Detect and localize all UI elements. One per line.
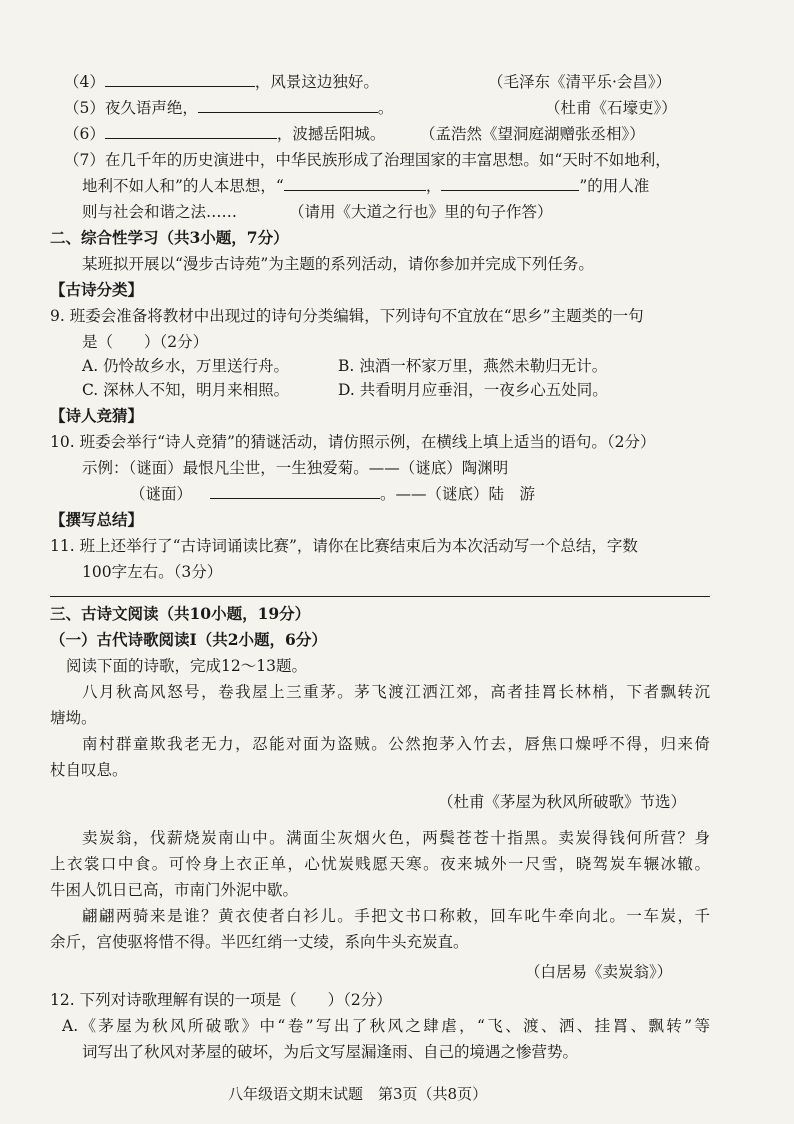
section-2-intro: 某班拟开展以“漫步古诗苑”为主题的系列活动，请你参加并完成下列任务。 [82, 255, 594, 273]
answer-blank[interactable] [105, 70, 255, 87]
section-2-title: 二、综合性学习（共3小题，7分） [50, 228, 289, 247]
answer-blank[interactable] [105, 122, 277, 139]
q9-stem-b: 是（ ）（2分） [82, 333, 209, 351]
q10-stem: 10. 班委会举行“诗人竞猜”的猜谜活动，请仿照示例，在横线上填上适当的语句。（2分） [50, 433, 656, 451]
poem1-line-b: 塘坳。 [50, 709, 97, 727]
q9-option-d[interactable]: D. 共看明月应垂泪，一夜乡心五处同。 [338, 381, 608, 399]
q9-option-c[interactable]: C. 深林人不知，明月来相照。 [82, 381, 290, 399]
q8-line-7b: 地利不如人和”的人本思想，“ ， ”的用人准 [82, 174, 649, 198]
q8-line-6: （6） ，波撼岳阳城。 [64, 122, 385, 146]
heading-poet-guess: 【诗人竞猜】 [50, 406, 144, 425]
q11-stem-a: 11. 班上还举行了“古诗词诵读比赛”，请你在比赛结束后为本次活动写一个总结，字数 [50, 537, 638, 555]
q8-line-4: （4） ，风景这边独好。 [64, 70, 379, 94]
answer-blank[interactable] [198, 96, 378, 113]
poem1-source: （杜甫《茅屋为秋风所破歌》节选） [438, 793, 687, 811]
q8-line-7c: 则与社会和谐之法…… （请用《大道之行也》里的句子作答） [82, 203, 553, 221]
page-footer: 八年级语文期末试题 第3页（共8页） [228, 1085, 488, 1103]
q11-stem-b: 100字左右。（3分） [82, 563, 223, 581]
heading-write-summary: 【撰写总结】 [50, 510, 144, 529]
section-divider [50, 596, 710, 597]
q12-option-a-line1[interactable]: A.《茅屋为秋风所破歌》中“卷”写出了秋风之肆虐，“飞、渡、洒、挂罥、飘转”等 [62, 1017, 710, 1035]
q8-line-5-source: （杜甫《石壕吏》） [545, 99, 677, 117]
poem1-line-d: 杖自叹息。 [50, 761, 128, 779]
poem2-source: （白居易《卖炭翁》） [525, 963, 673, 981]
q8-line-7a: （7）在几千年的历史演进中，中华民族形成了治理国家的丰富思想。如“天时不如地利， [64, 151, 671, 169]
q9-option-b[interactable]: B. 浊酒一杯家万里，燕然未勒归无计。 [338, 357, 608, 375]
poem2-line-c: 牛困人饥日已高，市南门外泥中歇。 [50, 881, 299, 899]
poem2-line-a: 卖炭翁，伐薪烧炭南山中。满面尘灰烟火色，两鬓苍苍十指黑。卖炭得钱何所营？身 [82, 829, 710, 847]
reading-instruction: 阅读下面的诗歌，完成12～13题。 [66, 657, 307, 675]
q8-line-5: （5）夜久语声绝， 。 [64, 96, 393, 120]
poem2-line-d: 翩翩两骑来是谁？黄衣使者白衫儿。手把文书口称敕，回车叱牛牵向北。一车炭，千 [82, 907, 710, 925]
heading-poem-classification: 【古诗分类】 [50, 280, 144, 299]
q10-example: 示例：（谜面）最恨凡尘世，一生独爱菊。——（谜底）陶渊明 [82, 459, 509, 477]
q8-line-6-source: （孟浩然《望洞庭湖赠张丞相》） [420, 125, 645, 143]
answer-blank[interactable] [284, 174, 426, 191]
q9-option-a[interactable]: A. 仍怜故乡水，万里送行舟。 [82, 357, 290, 375]
q12-stem: 12. 下列对诗歌理解有误的一项是（ ）（2分） [50, 991, 392, 1009]
answer-blank[interactable] [210, 482, 380, 499]
q8-line-4-source: （毛泽东《清平乐·会昌》） [488, 73, 672, 91]
q10-answer-line: （谜面） 。——（谜底）陆 游 [130, 482, 535, 506]
q12-option-a-line2[interactable]: 词写出了秋风对茅屋的破坏，为后文写屋漏逢雨、自己的境遇之惨营势。 [82, 1043, 579, 1061]
q9-stem-a: 9. 班委会准备将教材中出现过的诗句分类编辑，下列诗句不宜放在“思乡”主题类的一句 [50, 307, 644, 325]
poem1-line-c: 南村群童欺我老无力，忍能对面为盗贼。公然抱茅入竹去，唇焦口燥呼不得，归来倚 [82, 735, 710, 753]
answer-blank[interactable] [441, 174, 579, 191]
section-3-title: 三、古诗文阅读（共10小题，19分） [50, 604, 311, 623]
poem2-line-b: 上衣裳口中食。可怜身上衣正单，心忧炭贱愿天寒。夜来城外一尺雪，晓驾炭车辗冰辙。 [50, 855, 710, 873]
poem2-line-e: 余斤，宫使驱将惜不得。半匹红绡一丈绫，系向牛头充炭直。 [50, 933, 469, 951]
poem1-line-a: 八月秋高风怒号，卷我屋上三重茅。茅飞渡江洒江郊，高者挂罥长林梢，下者飘转沉 [82, 683, 710, 701]
section-3-subtitle: （一）古代诗歌阅读Ⅰ（共2小题，6分） [50, 630, 327, 649]
